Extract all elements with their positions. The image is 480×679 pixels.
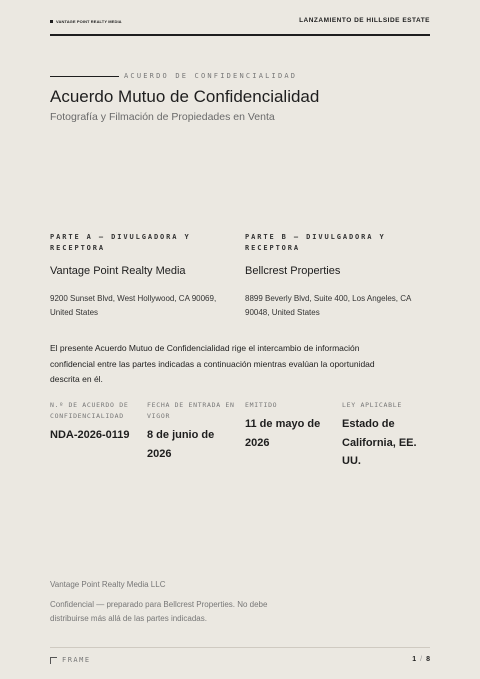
brand-square-icon xyxy=(50,20,53,23)
term-label-issued: EMITIDO xyxy=(245,401,278,409)
party-a-address: 9200 Sunset Blvd, West Hollywood, CA 90069, United States xyxy=(50,294,217,317)
term-label-governing-law: LEY APLICABLE xyxy=(342,401,402,409)
document-subtitle: Fotografía y Filmación de Propiedades en Venta xyxy=(50,111,275,123)
party-a-name: Vantage Point Realty Media xyxy=(50,265,186,277)
term-label-effective-date: FECHA DE ENTRADA EN VIGOR xyxy=(147,401,235,420)
term-value-issued: 11 de mayo de 2026 xyxy=(245,418,321,449)
page-total: 8 xyxy=(426,656,430,663)
term-value-agreement-number: NDA-2026-0119 xyxy=(50,429,130,441)
party-b-label: PARTE B — DIVULGADORA Y RECEPTORA xyxy=(245,233,386,252)
page-indicator xyxy=(412,656,430,663)
term-value-effective-date: 8 de junio de 2026 xyxy=(147,429,215,460)
header-brand xyxy=(50,19,122,24)
page-current: 1 xyxy=(412,656,417,663)
brand-name: VANTAGE POINT REALTY MEDIA xyxy=(56,19,122,24)
footer-divider xyxy=(50,647,430,648)
eyebrow-label: ACUERDO DE CONFIDENCIALIDAD xyxy=(124,72,298,80)
document-title: Acuerdo Mutuo de Confidencialidad xyxy=(50,87,320,106)
party-b-name: Bellcrest Properties xyxy=(245,265,341,277)
page-separator: / xyxy=(420,656,423,663)
term-label-agreement-number: N.º DE ACUERDO DE CONFIDENCIALIDAD xyxy=(50,401,129,420)
intro-paragraph: El presente Acuerdo Mutuo de Confidencialidad rige el intercambio de información confidencial entre las partes indicadas a continuación mientras evalúan la oportunidad descrita en él. xyxy=(50,343,375,384)
eyebrow-rule xyxy=(50,76,119,77)
party-a-label: PARTE A — DIVULGADORA Y RECEPTORA xyxy=(50,233,191,252)
frame-corner-icon xyxy=(50,657,57,664)
footer-company: Vantage Point Realty Media LLC xyxy=(50,580,166,589)
footer-confidential-note: Confidencial — preparado para Bellcrest Properties. No debe distribuirse más allá de las partes indicadas. xyxy=(50,600,268,623)
header-divider xyxy=(50,34,430,36)
term-value-governing-law: Estado de California, EE. UU. xyxy=(342,418,417,467)
party-b-address: 8899 Beverly Blvd, Suite 400, Los Angeles, CA 90048, United States xyxy=(245,294,411,317)
header-project: LANZAMIENTO DE HILLSIDE ESTATE xyxy=(299,17,430,24)
frame-label: FRAME xyxy=(62,656,91,664)
